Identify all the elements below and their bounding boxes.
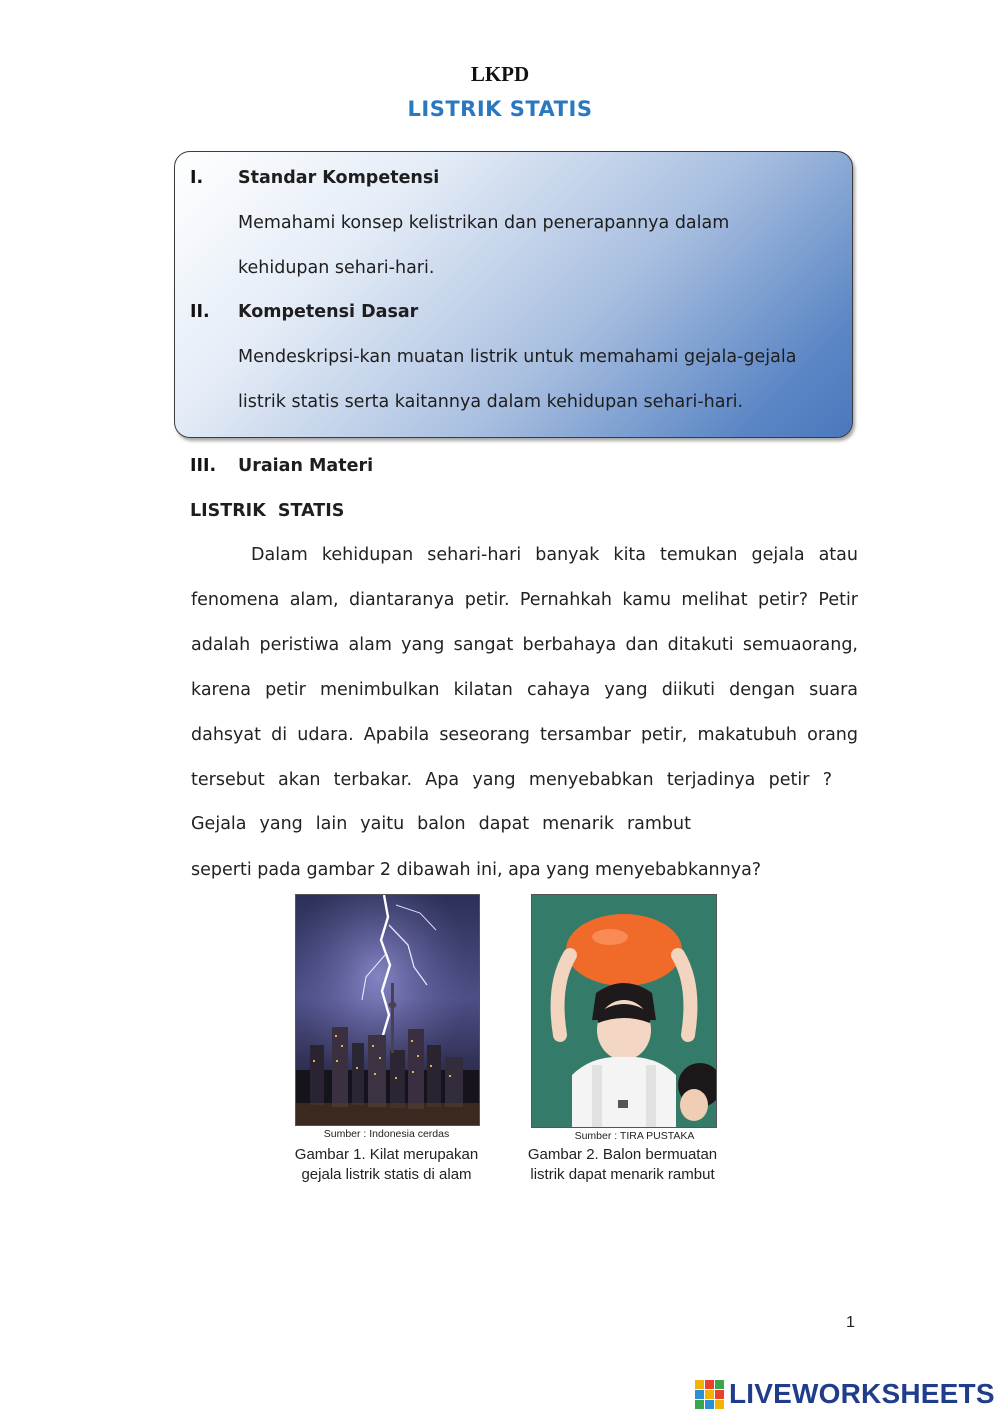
brand-grid-icon bbox=[695, 1380, 724, 1409]
lightning-city-photo bbox=[295, 894, 480, 1126]
section-3-heading: Uraian Materi bbox=[238, 456, 374, 476]
competency-box bbox=[174, 151, 853, 438]
caption-line: listrik dapat menarik rambut bbox=[530, 1166, 715, 1183]
paragraph-line: Dalam kehidupan sehari-hari banyak kita temukan gejala atau bbox=[251, 545, 858, 565]
section-2-heading: Kompetensi Dasar bbox=[238, 302, 419, 322]
section-2-line: listrik statis serta kaitannya dalam kehidupan sehari-hari. bbox=[238, 392, 744, 412]
section-2-number: II. bbox=[190, 302, 210, 322]
paragraph-line: seperti pada gambar 2 dibawah ini, apa yang menyebabkannya? bbox=[191, 860, 762, 880]
section-1-line: Memahami konsep kelistrikan dan penerapannya dalam bbox=[238, 213, 730, 233]
page-title: LISTRIK STATIS bbox=[407, 97, 593, 121]
section-2-line: Mendeskripsi-kan muatan listrik untuk memahami gejala-gejala bbox=[238, 347, 797, 367]
section-1-line: kehidupan sehari-hari. bbox=[238, 258, 435, 278]
caption-line: Gambar 2. Balon bermuatan bbox=[527, 1146, 718, 1163]
material-subheading: LISTRIK STATIS bbox=[190, 501, 345, 521]
brand-name: LIVEWORKSHEETS bbox=[729, 1378, 995, 1409]
balloon-girl-photo bbox=[531, 894, 717, 1128]
figure-2-caption bbox=[501, 1145, 744, 1185]
section-1-heading: Standar Kompetensi bbox=[238, 168, 440, 188]
paragraph-line: dahsyat di udara. Apabila seseorang tersambar petir, makatubuh orang bbox=[191, 725, 858, 745]
paragraph-line: Gejala yang lain yaitu balon dapat menarik rambut bbox=[191, 814, 691, 834]
paragraph-line: fenomena alam, diantaranya petir. Pernahkah kamu melihat petir? Petir bbox=[191, 590, 858, 610]
caption-line: Gambar 1. Kilat merupakan bbox=[294, 1146, 479, 1163]
page-number: 1 bbox=[846, 1314, 855, 1331]
section-1-number: I. bbox=[190, 168, 204, 188]
paragraph-line: karena petir menimbulkan kilatan cahaya yang diikuti dengan suara bbox=[191, 680, 858, 700]
caption-line: gejala listrik statis di alam bbox=[301, 1166, 472, 1183]
paragraph-line: adalah peristiwa alam yang sangat berbahaya dan ditakuti semuaorang, bbox=[191, 635, 858, 655]
figure-2-source: Sumber : TIRA PUSTAKA bbox=[574, 1130, 695, 1142]
figure-1-caption bbox=[265, 1145, 508, 1185]
paragraph-line: tersebut akan terbakar. Apa yang menyebabkan terjadinya petir ? bbox=[191, 770, 832, 790]
section-3-number: III. bbox=[190, 456, 217, 476]
liveworksheets-logo[interactable] bbox=[695, 1378, 995, 1410]
document-type: LKPD bbox=[470, 62, 530, 86]
figure-1-source: Sumber : Indonesia cerdas bbox=[323, 1128, 450, 1140]
